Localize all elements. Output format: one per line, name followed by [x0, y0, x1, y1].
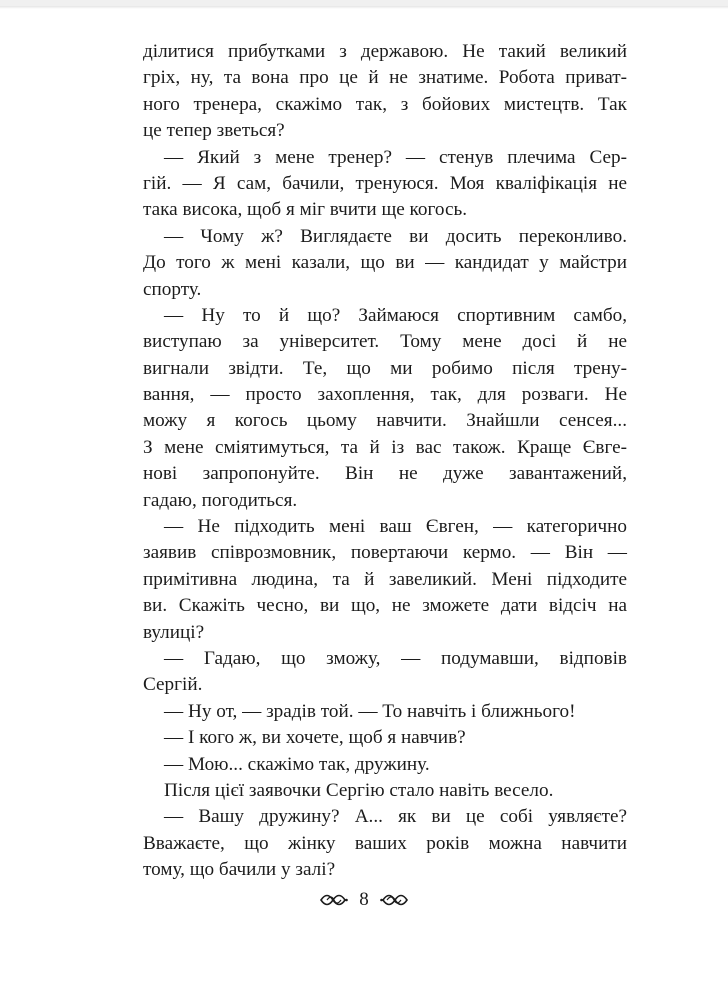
text-line: тому, що бачили у залі?	[143, 859, 336, 881]
text-line: ного тренера, скажімо так, з бойових мистецтв. Так	[143, 93, 627, 115]
knot-ornament-icon	[379, 893, 409, 907]
text-line: гріх, ну, та вона про це й не знатиме. Робота приват-	[143, 67, 627, 89]
text-line: — Гадаю, що зможу, — подумавши, відповів	[164, 647, 627, 669]
text-line: ділитися прибутками з державою. Не такий великий	[143, 41, 627, 62]
text-line: — Вашу дружину? А... як ви це собі уявляєте?	[164, 806, 627, 828]
text-line: гій. — Я сам, бачили, тренуюся. Моя кваліфікація не	[143, 172, 627, 194]
page-body-text	[143, 39, 627, 884]
scan-top-shadow	[0, 6, 728, 9]
text-line: — Ну от, — зрадів той. — То навчіть і ближнього!	[164, 700, 576, 722]
text-line: вання, — просто захоплення, так, для розваги. Не	[143, 384, 627, 406]
text-line: — Ну то й що? Займаюся спортивним самбо,	[164, 304, 627, 326]
text-line: вулиці?	[143, 621, 205, 643]
text-line: виступаю за університет. Тому мене досі й не	[143, 331, 627, 353]
text-line: — Мою... скажімо так, дружину.	[164, 753, 430, 775]
page-number: 8	[359, 889, 369, 910]
scan-top-edge	[0, 0, 728, 6]
text-line: заявив співрозмовник, повертаючи кермо. — Він —	[143, 542, 627, 564]
text-line: — І кого ж, ви хочете, щоб я навчив?	[164, 727, 466, 749]
text-line: — Не підходить мені ваш Євген, — категорично	[164, 516, 627, 538]
text-line: — Чому ж? Виглядаєте ви досить переконливо.	[164, 225, 627, 247]
text-line: вигнали звідти. Те, що ми робимо після трену-	[143, 357, 627, 379]
text-line: Після цієї заявочки Сергію стало навіть весело.	[164, 779, 554, 801]
text-line: До того ж мені казали, що ви — кандидат у майстри	[143, 252, 627, 274]
text-line: це тепер зветься?	[143, 120, 285, 142]
text-line: ви. Скажіть чесно, ви що, не зможете дати відсіч на	[143, 595, 627, 617]
text-line: Вважаєте, що жінку ваших років можна навчити	[143, 832, 627, 854]
page-footer	[0, 885, 728, 915]
text-line: така висока, щоб я міг вчити ще когось.	[143, 199, 468, 221]
text-line: гадаю, погодиться.	[143, 489, 298, 511]
text-line: З мене сміятимуться, та й із вас також. Краще Євге-	[143, 436, 627, 458]
text-line: — Який з мене тренер? — стенув плечима Сер-	[164, 146, 627, 168]
text-line: нові запропонуйте. Він не дуже завантажений,	[143, 463, 627, 485]
text-line: можу я когось цьому навчити. Знайшли сенсея...	[143, 410, 627, 432]
text-line: примітивна людина, та й завеликий. Мені підходите	[143, 568, 627, 590]
text-line: спорту.	[143, 278, 202, 300]
knot-ornament-icon	[319, 893, 349, 907]
text-line: Сергій.	[143, 674, 203, 696]
